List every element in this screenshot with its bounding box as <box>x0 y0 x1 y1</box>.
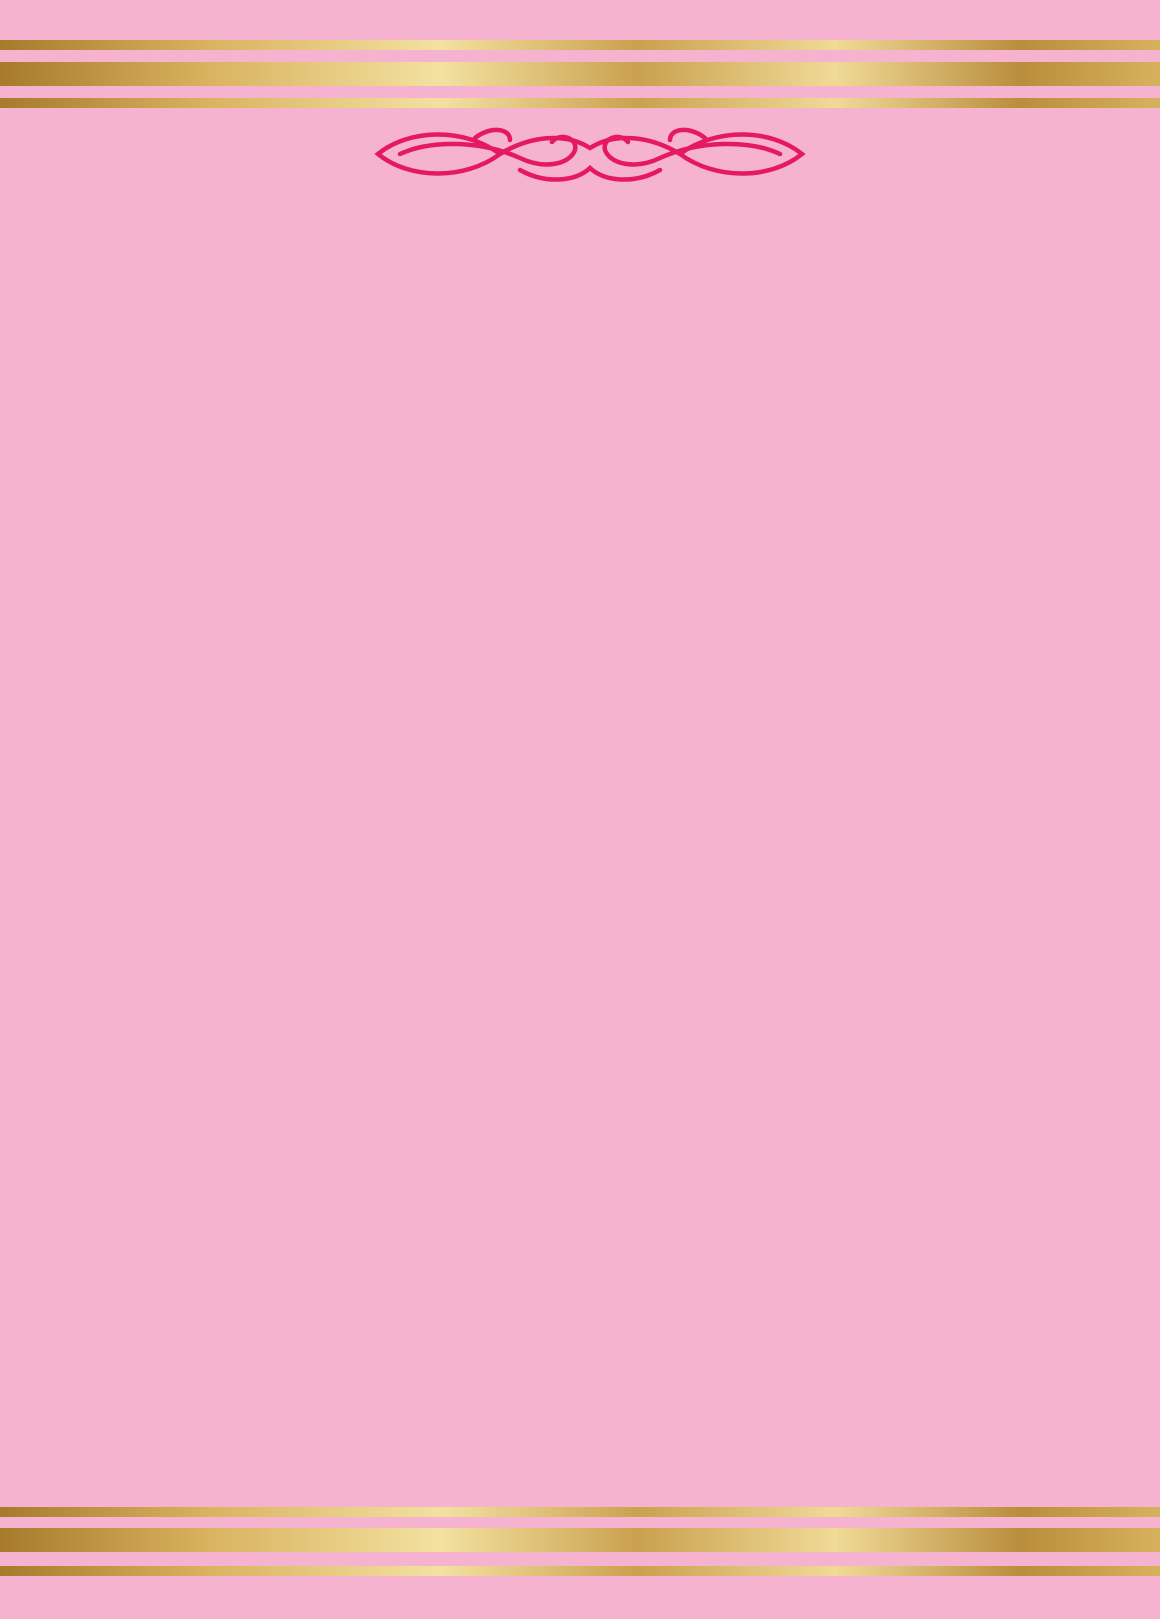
top-gold-band-1 <box>0 40 1160 50</box>
top-gold-band-2 <box>0 62 1160 86</box>
bottom-gold-band-2 <box>0 1528 1160 1552</box>
top-gold-band-3 <box>0 98 1160 108</box>
bottom-gold-band-1 <box>0 1507 1160 1517</box>
flourish-ornament-icon <box>370 118 810 190</box>
bottom-gold-band-3 <box>0 1566 1160 1576</box>
